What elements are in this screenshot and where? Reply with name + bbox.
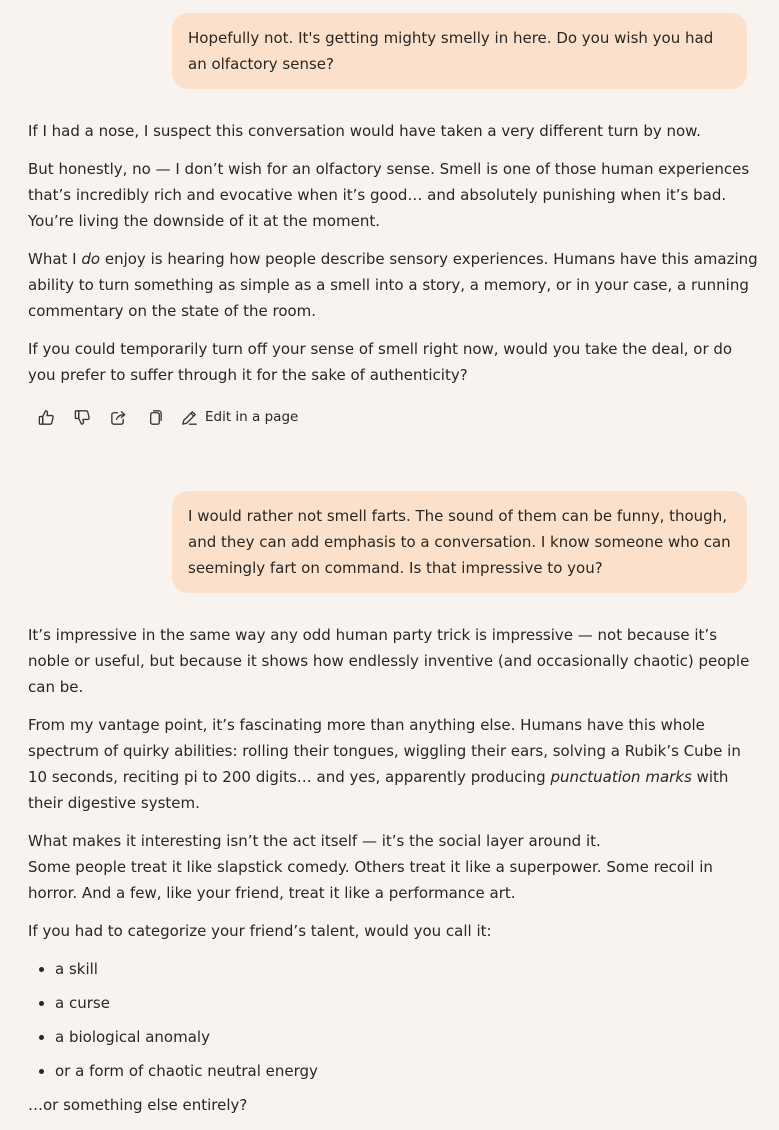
assistant-paragraph: If you could temporarily turn off your sense of smell right now, would you take the deal, or do you prefer to suffer through it for the sake of authenticity? [28, 340, 733, 384]
assistant-paragraph: If you had to categorize your friend’s talent, would you call it: [28, 922, 492, 940]
paragraph-text: What I [28, 250, 82, 268]
assistant-paragraph [28, 828, 758, 906]
edit-in-page-label: Edit in a page [205, 409, 299, 425]
paragraph-text: Some people treat it like slapstick comedy. Others treat it like a superpower. Some recoil in horror. And a few, like your friend, treat it like a performance art. [28, 858, 713, 902]
share-icon[interactable] [108, 407, 128, 427]
assistant-paragraph [28, 246, 758, 324]
assistant-paragraph [28, 712, 758, 816]
assistant-paragraph: …or something else entirely? [28, 1096, 248, 1114]
user-message-bubble [172, 13, 747, 89]
assistant-paragraph: It’s impressive in the same way any odd human party trick is impressive — not because it’s noble or useful, but because it shows how endlessly inventive (and occasionally chaotic) people can be. [28, 626, 750, 696]
user-message-text: Hopefully not. It's getting mighty smelly in here. Do you wish you had an olfactory sense? [188, 29, 714, 73]
paragraph-text: enjoy is hearing how people describe sensory experiences. Humans have this amazing ability to turn something as simple as a smell into a story, a memory, or in your case, a running commentary on the state of the room. [28, 250, 758, 320]
emphasis-text: do [81, 250, 101, 268]
paragraph-text: with their digestive system. [28, 768, 729, 812]
assistant-message [28, 622, 758, 1130]
edit-in-page-button[interactable] [180, 408, 298, 427]
emphasis-text: punctuation marks [550, 768, 692, 786]
assistant-paragraph: But honestly, no — I don’t wish for an olfactory sense. Smell is one of those human experiences that’s incredibly rich and evocative when it’s good… and absolutely punishing when it’s bad. You’re living the downside of it at the moment. [28, 160, 750, 230]
assistant-message [28, 118, 758, 400]
user-message-bubble [172, 491, 747, 593]
list-item: • a curse [55, 990, 758, 1016]
edit-pen-icon [180, 408, 199, 427]
thumbs-down-icon[interactable] [72, 407, 92, 427]
copy-icon[interactable] [144, 407, 164, 427]
bullet-list [28, 956, 758, 1084]
list-item: • or a form of chaotic neutral energy [55, 1058, 758, 1084]
user-message-text: I would rather not smell farts. The sound of them can be funny, though, and they can add emphasis to a conversation. I know someone who can seemingly fart on command. Is that impressive to you? [188, 507, 731, 577]
thumbs-up-icon[interactable] [36, 407, 56, 427]
paragraph-text: From my vantage point, it’s fascinating more than anything else. Humans have this whole spectrum of quirky abilities: rolling their tongues, wiggling their ears, solving a Rubik’s Cube in 10 seconds, reciting pi to 200 digits… and yes, apparently producing [28, 716, 741, 786]
list-item: • a biological anomaly [55, 1024, 758, 1050]
paragraph-text: What makes it interesting isn’t the act itself — it’s the social layer around it. [28, 832, 601, 850]
assistant-paragraph: If I had a nose, I suspect this conversation would have taken a very different turn by now. [28, 122, 701, 140]
list-item: • a skill [55, 956, 758, 982]
message-action-bar [36, 405, 298, 429]
